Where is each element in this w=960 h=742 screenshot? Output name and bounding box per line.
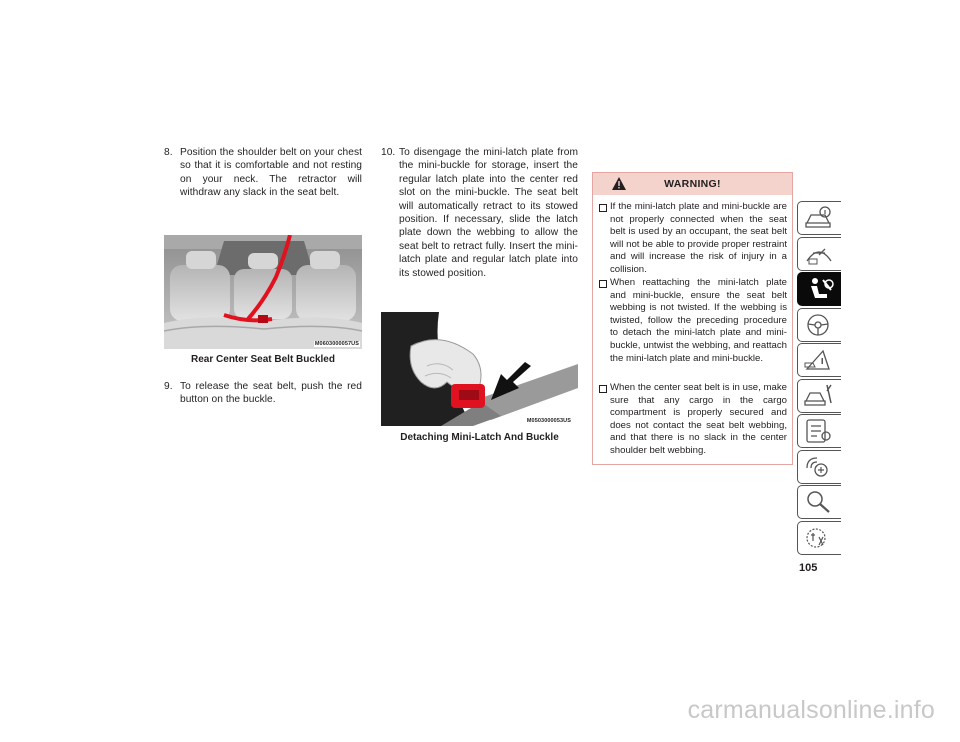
- steering-wheel-icon: [803, 312, 835, 338]
- bullet-icon: [599, 280, 607, 288]
- page-number: 105: [799, 562, 818, 574]
- step-8: [164, 146, 362, 200]
- step-text: To release the seat belt, push the red button on the buckle.: [180, 381, 362, 406]
- warning-text: If the mini-latch plate and mini-buckle are not properly connected when the seat belt is used by an occupant, the seat belt will not be able to provide proper restraint and will increase the risk of injury in a collision.: [610, 201, 787, 275]
- nav-tab-index[interactable]: [797, 485, 841, 519]
- nav-tab-driving[interactable]: [797, 308, 841, 342]
- step-number: 10.: [381, 147, 396, 158]
- car-info-icon: [803, 205, 835, 231]
- nav-tab-dashboard[interactable]: [797, 237, 841, 271]
- dashboard-icon: [803, 241, 835, 267]
- watermark[interactable]: carmanualsonline.info: [687, 696, 935, 724]
- airbag-seat-icon: [803, 276, 835, 302]
- mini-latch-figure: [381, 312, 578, 426]
- bullet-icon: [599, 204, 607, 212]
- mini-latch-illustration: [381, 312, 578, 426]
- step-text: To disengage the mini-latch plate from the mini-buckle for storage, insert the regular latch plate into the center red slot on the mini-buckle. The seat belt will automatically retract to its stowed position. If necessary, slide the latch plate down the webbing to allow the seat belt to retract fully. Insert the mini-latch plate and regular latch plate into its stowed position.: [399, 147, 578, 279]
- figure-code: M0503000053US: [526, 418, 571, 424]
- nav-tab-specifications[interactable]: [797, 414, 841, 448]
- search-icon: [803, 489, 835, 515]
- nav-tab-multimedia[interactable]: [797, 450, 841, 484]
- nav-tab-car-info[interactable]: [797, 201, 841, 235]
- figure-code: M0603000057US: [314, 341, 359, 347]
- warning-title: WARNING!: [664, 178, 721, 190]
- multimedia-icon: [803, 454, 835, 480]
- nav-tab-emergency[interactable]: [797, 343, 841, 377]
- nav-tab-languages[interactable]: [797, 521, 841, 555]
- warning-box: [592, 172, 793, 465]
- step-text: Position the shoulder belt on your chest so that it is comfortable and not resting on your neck. The retractor will withdraw any slack in the seat belt.: [180, 147, 362, 199]
- warning-item: [599, 277, 787, 365]
- warning-header: [593, 173, 792, 195]
- rear-center-seat-belt-figure: [164, 235, 362, 349]
- warning-text: When the center seat belt is in use, make sure that any cargo in the cargo compartment is properly secured and does not contact the seat belt webbing, and that there is no slack in the center shoulder belt webbing.: [610, 382, 787, 456]
- figure-caption: Rear Center Seat Belt Buckled: [191, 354, 335, 365]
- seat-belt-illustration: [164, 235, 362, 349]
- step-9: [164, 380, 362, 407]
- bullet-icon: [599, 385, 607, 393]
- step-number: 8.: [164, 147, 173, 158]
- nav-tab-servicing[interactable]: [797, 379, 841, 413]
- roadside-warning-icon: [803, 347, 835, 373]
- figure-caption: Detaching Mini-Latch And Buckle: [400, 432, 559, 443]
- step-number: 9.: [164, 381, 173, 392]
- warning-item: [599, 201, 787, 277]
- language-icon: [803, 525, 835, 551]
- warning-item: [599, 382, 787, 458]
- nav-tab-safety[interactable]: [797, 272, 841, 306]
- step-10: [381, 146, 578, 280]
- car-service-icon: [803, 383, 835, 409]
- warning-text: When reattaching the mini-latch plate and mini-buckle, ensure the seat belt webbing is not twisted. If the webbing is twisted, follow the preceding procedure to detach the mini-latch plate and mini-buckle, untwist the webbing, and reattach the mini-latch plate and mini-buckle.: [610, 277, 787, 364]
- maintenance-list-icon: [803, 418, 835, 444]
